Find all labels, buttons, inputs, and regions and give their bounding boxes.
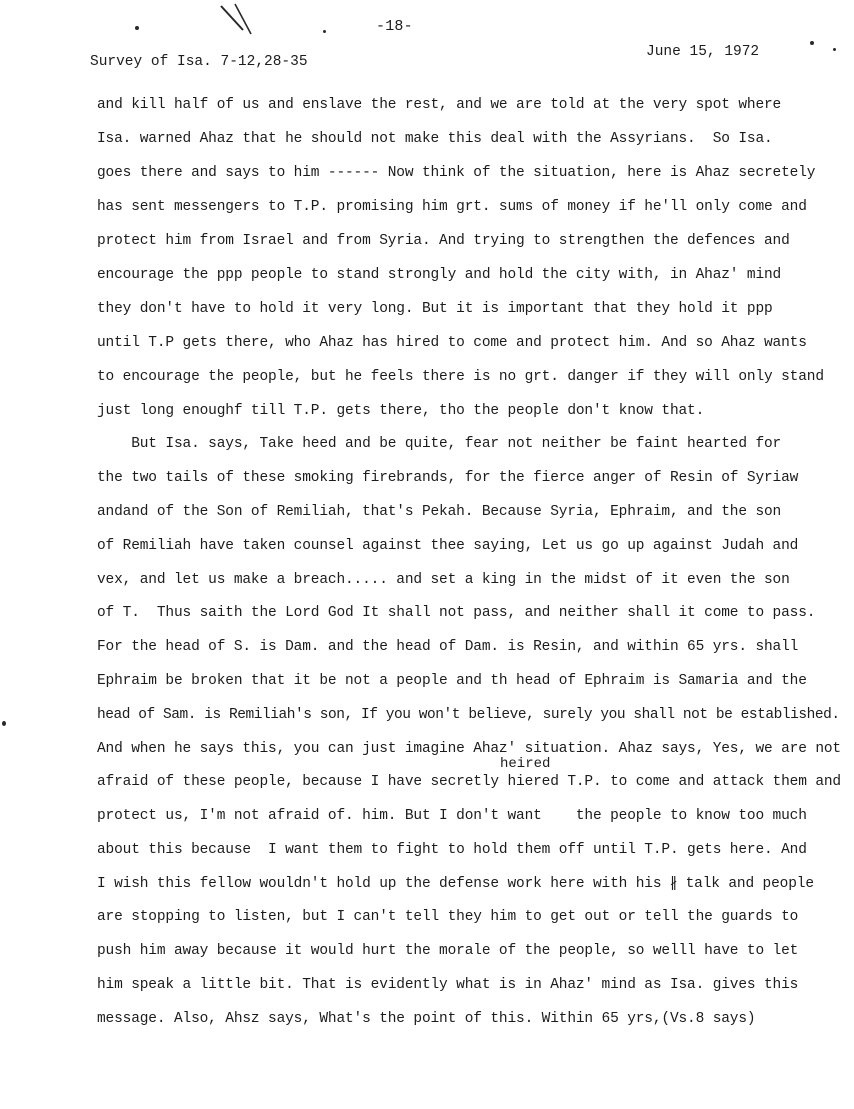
body-line: him speak a little bit. That is evidently what is in Ahaz' mind as Isa. gives this (97, 977, 799, 993)
body-line: the two tails of these smoking firebrands, for the fierce anger of Resin of Syriaw (97, 470, 799, 486)
body-line: protect us, I'm not afraid of. him. But I don't want the people to know too much (97, 808, 807, 824)
body-line: encourage the ppp people to stand strongly and hold the city with, in Ahaz' mind (97, 267, 782, 283)
body-line: andand of the Son of Remiliah, that's Pekah. Because Syria, Ephraim, and the son (97, 504, 782, 520)
body-line: Isa. warned Ahaz that he should not make this deal with the Assyrians. So Isa. (97, 131, 773, 147)
body-line: and kill half of us and enslave the rest, and we are told at the very spot where (97, 97, 782, 113)
body-line: protect him from Israel and from Syria. And trying to strengthen the defences and (97, 233, 790, 249)
body-line: Ephraim be broken that it be not a people and th head of Ephraim is Samaria and the (97, 673, 807, 689)
body-line: For the head of S. is Dam. and the head of Dam. is Resin, and within 65 yrs. shall (97, 639, 799, 655)
body-line: goes there and says to him ------ Now think of the situation, here is Ahaz secretely (97, 165, 816, 181)
body-line: head of Sam. is Remiliah's son, If you won't believe, surely you shall not be established. (97, 707, 840, 723)
body-line: message. Also, Ahsz says, What's the point of this. Within 65 yrs,(Vs.8 says) (97, 1011, 756, 1027)
interlinear-correction: heired (500, 756, 551, 772)
body-line: has sent messengers to T.P. promising him grt. sums of money if he'll only come and (97, 199, 807, 215)
body-line: of Remiliah have taken counsel against thee saying, Let us go up against Judah and (97, 538, 799, 554)
body-line: afraid of these people, because I have secretly hiered T.P. to come and attack them and (97, 774, 841, 790)
body-line: of T. Thus saith the Lord God It shall not pass, and neither shall it come to pass. (97, 605, 816, 621)
page-number: -18- (376, 18, 413, 35)
body-line: just long enoughf till T.P. gets there, tho the people don't know that. (97, 403, 705, 419)
body-line: I wish this fellow wouldn't hold up the defense work here with his ∦ talk and people (97, 876, 814, 892)
body-line: And when he says this, you can just imagine Ahaz' situation. Ahaz says, Yes, we are not (97, 741, 841, 757)
body-line: vex, and let us make a breach..... and set a king in the midst of it even the son (97, 572, 790, 588)
body-line: to encourage the people, but he feels there is no grt. danger if they will only stand (97, 369, 824, 385)
body-line: But Isa. says, Take heed and be quite, fear not neither be faint hearted for (97, 436, 782, 452)
body-line: are stopping to listen, but I can't tell they him to get out or tell the guards to (97, 909, 799, 925)
body-line: push him away because it would hurt the morale of the people, so welll have to let (97, 943, 799, 959)
document-date: June 15, 1972 (646, 44, 760, 60)
body-line: until T.P gets there, who Ahaz has hired to come and protect him. And so Ahaz wants (97, 335, 807, 351)
document-title: Survey of Isa. 7-12,28-35 (90, 54, 308, 70)
body-line: about this because I want them to fight to hold them off until T.P. gets here. And (97, 842, 807, 858)
body-line: they don't have to hold it very long. But it is important that they hold it ppp (97, 301, 773, 317)
